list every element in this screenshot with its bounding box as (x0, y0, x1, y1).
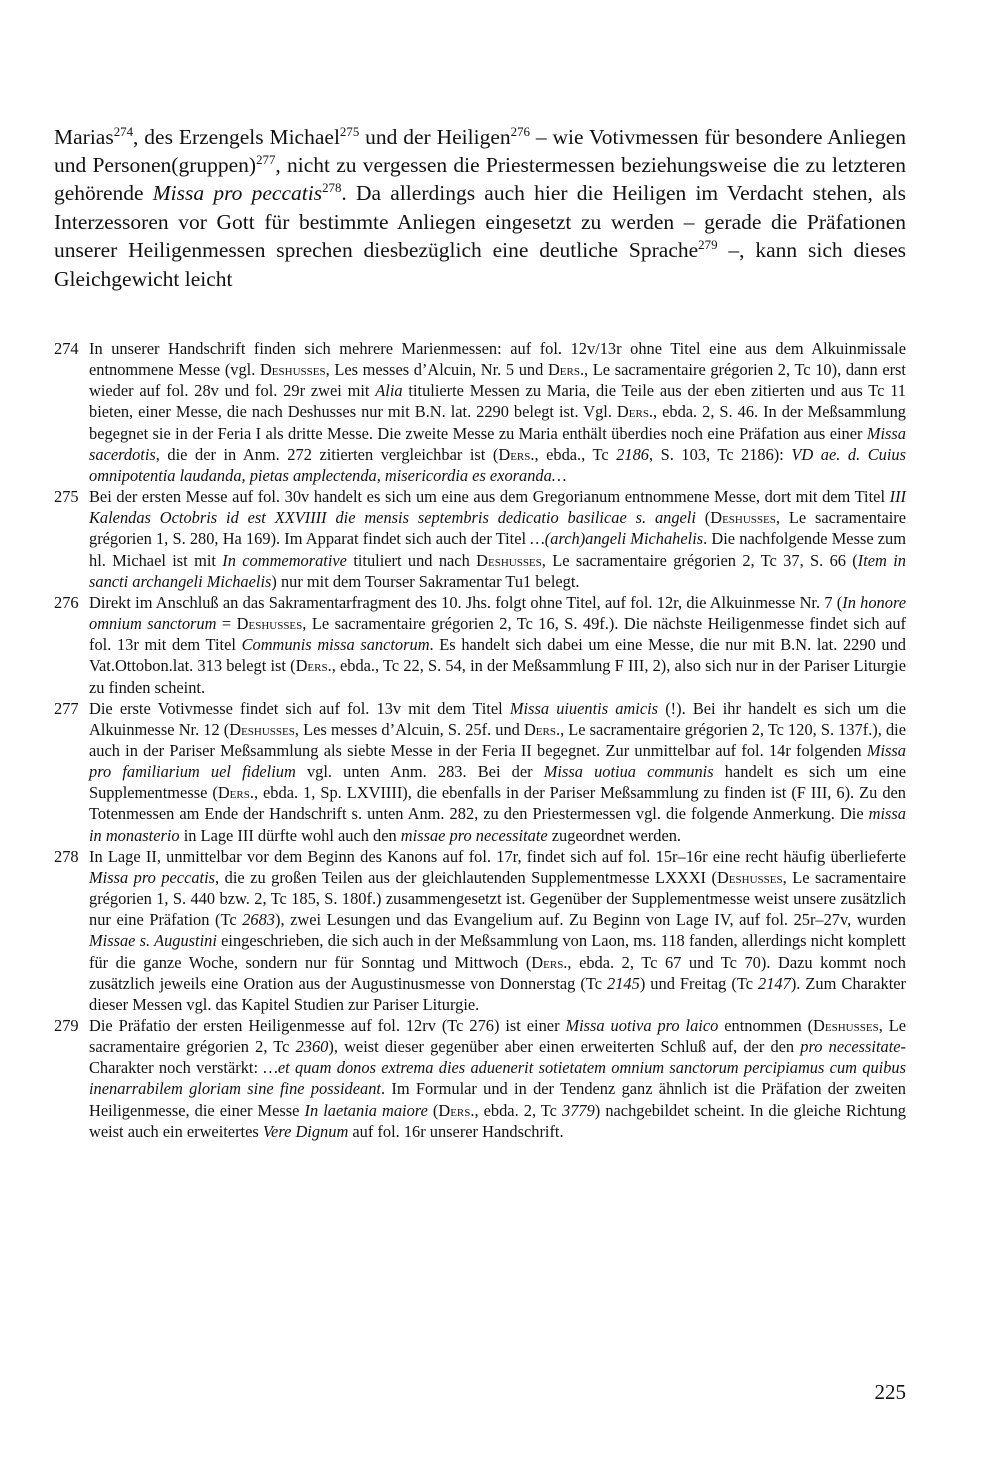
italic-text: Alia (375, 381, 403, 401)
footnote-number: 275 (54, 487, 79, 507)
footnote (54, 592, 906, 698)
footnote (54, 698, 906, 846)
author-name: Ders. (498, 444, 535, 464)
footnote-reference: 279 (698, 237, 718, 252)
italic-text: In commemorative (222, 550, 347, 570)
italic-text: Missa uotiva pro laico (565, 1016, 719, 1035)
footnote-number: 277 (54, 698, 79, 718)
footnote-list (54, 338, 906, 1142)
footnote-reference: 275 (339, 124, 360, 139)
italic-text: pro necessitate (800, 1037, 901, 1057)
italic-text: 2147 (758, 973, 791, 993)
footnote-text: Bei der ersten Messe auf fol. 30v handelt es sich um eine aus dem Gregorianum entnommene Messe, dort mit dem Titel III Kalendas Octobris id est XXVIIII die mensis septembris dedicatio basilicae s. angeli (Deshusses, Le sacramentaire grégorien 1, S. 280, Ha 169). Im Apparat findet sich auch der Titel …(arch)angeli Michahelis. Die nachfolgende Messe zum hl. Michael ist mit In commemorative tituliert und nach Deshusses, Le sacramentaire grégorien 2, Tc 37, S. 66 (Item in sancti archangeli Michaelis) nur mit dem Tourser Sakramentar Tu1 belegt. (89, 487, 907, 591)
author-name: Ders. (531, 952, 568, 972)
italic-text: III Kalendas Octobris id est XXVIIII die mensis septembris dedicatio basilicae s. angeli (89, 487, 906, 528)
italic-text: …(arch)angeli Michahelis (530, 529, 704, 549)
italic-text: Communis missa sanctorum (241, 635, 430, 655)
footnote-text: Direkt im Anschluß an das Sakramentarfragment des 10. Jhs. folgt ohne Titel, auf fol. 12r, die Alkuinmesse Nr. 7 (In honore omnium sanctorum = Deshusses, Le sacramentaire grégorien 2, Tc 16, S. 49f.). Die nächste Heiligenmesse findet sich auf fol. 13r mit dem Titel Communis missa sanctorum. Es handelt sich dabei um eine Messe, die nur mit B.N. lat. 2290 und Vat.Ottobon.lat. 313 belegt ist (Ders., ebda., Tc 22, S. 54, in der Meßsammlung F III, 2), also sich nur in der Pariser Liturgie zu finden scheint. (89, 592, 906, 697)
italic-text: Missa pro peccatis (89, 867, 216, 887)
footnote-reference: 278 (322, 181, 342, 196)
footnote-number: 276 (54, 592, 79, 612)
italic-text: Missa sacerdotis (89, 423, 906, 464)
italic-text: Missa pro familiarium uel fidelium (89, 740, 906, 782)
author-name: Deshusses (259, 360, 326, 380)
italic-text: 2186 (616, 444, 649, 464)
italic-text: 2683 (242, 910, 275, 930)
body-paragraph: Marias$^{274}$, des Erzengels Michael$^{275}$ und der Heiligen$^{276}$ – wie Votivmessen für besondere Anliegen und Personen(gruppen)$^{277}$, nicht zu vergessen die Priestermessen beziehungsweise die zu letzteren gehörende Missa pro peccatis$^{278}$. Da allerdings auch hier die Heiligen im Verdacht stehen, als Interzessoren vor Gott für bestimmte Anliegen eingesetzt zu werden – gerade die Präfationen unserer Heiligenmessen sprechen diesbezüglich eine deutliche Sprache$^{279}$ –, kann sich dieses Gleichgewicht leicht (54, 124, 907, 291)
author-name: Deshusses (710, 508, 776, 528)
footnote-reference: 277 (256, 152, 276, 167)
author-name: Ders. (295, 656, 332, 676)
author-name: Deshusses (476, 550, 542, 570)
author-name: Ders. (217, 783, 254, 803)
italic-text: Vere Dignum (262, 1121, 349, 1141)
footnote-number: 274 (54, 339, 79, 358)
italic-text: Missa pro peccatis (152, 181, 323, 206)
footnote-text: In Lage II, unmittelbar vor dem Beginn des Kanons auf fol. 17r, findet sich auf fol. 15r–16r eine recht häufig überlieferte Missa pro peccatis, die zu großen Teilen aus der gleichlautenden Supplementmesse LXXXI (Deshusses, Le sacramentaire grégorien 1, S. 440 bzw. 2, Tc 185, S. 180f.) zusammengesetzt ist. Gegenüber der Supplementmesse weist unsere zusätzlich nur eine Präfation (Tc 2683), zwei Lesungen und das Evangelium auf. Zu Beginn von Lage IV, auf fol. 25r–27v, wurden Missae s. Augustini eingeschrieben, die sich auch in der Meßsammlung von Laon, ms. 118 fanden, allerdings nicht komplett für die ganze Woche, sondern nur für Sonntag und Mittwoch (Ders., ebda. 2, Tc 67 und Tc 70). Dazu kommt noch zusätzlich jeweils eine Oration aus der Augustinusmesse von Donnerstag (Tc 2145) und Freitag (Tc 2147). Zum Charakter dieser Messen vgl. das Kapitel Studien zur Pariser Liturgie. (89, 846, 907, 1014)
author-name: Ders. (547, 360, 585, 380)
italic-text: VD ae. d. Cuius omnipotentia laudanda, pietas amplectenda, misericordia es exoranda… (89, 444, 906, 485)
italic-text: 3779 (562, 1100, 595, 1120)
italic-text: missa in monasterio (89, 804, 906, 845)
footnote (54, 1015, 906, 1142)
author-name: Deshusses (716, 867, 783, 887)
page-number: 225 (874, 1380, 906, 1404)
italic-text: missae pro necessitate (400, 825, 548, 845)
author-name: Ders. (616, 402, 654, 422)
author-name: Deshusses (813, 1016, 879, 1035)
italic-text: Missa uotiua communis (543, 762, 714, 782)
author-name: Deshusses (236, 614, 303, 634)
italic-text: In laetania maiore (304, 1100, 428, 1120)
footnote-number: 278 (54, 846, 79, 866)
italic-text: 2360 (295, 1037, 329, 1057)
italic-text: 2145 (607, 973, 640, 993)
footnote (54, 486, 906, 592)
author-name: Ders. (523, 719, 561, 739)
footnote-text: Die erste Votivmesse findet sich auf fol. 13v mit dem Titel Missa uiuentis amicis (!). Bei ihr handelt es sich um die Alkuinmesse Nr. 12 (Deshusses, Les messes d’Alcuin, S. 25f. und Ders., Le sacramentaire grégorien 2, Tc 120, S. 137f.), die auch in der Pariser Meßsammlung als siebte Messe in der Feria II begegnet. Zur unmittelbar auf fol. 14r folgenden Missa pro familiarium uel fidelium vgl. unten Anm. 283. Bei der Missa uotiua communis handelt es sich um eine Supplementmesse (Ders., ebda. 1, Sp. LXVIIII), die ebenfalls in der Pariser Meßsammlung zu finden ist (F III, 6). Zu den Totenmessen am Ende der Handschrift s. unten Anm. 282, zu den Priestermessen vgl. die folgende Anmerkung. Die missa in monasterio in Lage III dürfte wohl auch den missae pro necessitate zugeordnet werden. (89, 698, 906, 845)
footnote-text: Die Präfatio der ersten Heiligenmesse auf fol. 12rv (Tc 276) ist einer Missa uotiva pro laico entnommen (Deshusses, Le sacramentaire grégorien 2, Tc 2360), weist dieser gegenüber aber einen erweiterten Schluß auf, der den pro necessitate-Charakter noch verstärkt: …et quam donos extrema dies aduenerit sotietatem omnium sanctorum percipiamus cum quibus inenarrabilem gloriam sine fine possideant. Im Formular und in der Tendenz ganz ähnlich ist die Präfation der zweiten Heiligenmesse, die einer Messe In laetania maiore (Ders., ebda. 2, Tc 3779) nachgebildet scheint. In die gleiche Richtung weist auch ein erweitertes Vere Dignum auf fol. 16r unserer Handschrift. (89, 1016, 907, 1141)
italic-text: Missae s. Augustini (89, 931, 217, 951)
footnote-reference: 274 (113, 124, 134, 139)
footnote-reference: 276 (510, 124, 530, 139)
italic-text: Missa uiuentis amicis (509, 698, 659, 718)
author-name: Deshusses (229, 719, 295, 739)
italic-text: Item in sancti archangeli Michaelis (89, 550, 906, 591)
footnote (54, 846, 906, 1015)
footnote (54, 338, 906, 486)
italic-text: …et quam donos extrema dies aduenerit sotietatem omnium sanctorum percipiamus cum quibus inenarrabilem gloriam sine fine possideant (89, 1058, 907, 1099)
footnote-text: In unserer Handschrift finden sich mehrere Marienmessen: auf fol. 12v/13r ohne Titel eine aus dem Alkuinmissale entnommene Messe (vgl. Deshusses, Les messes d’Alcuin, Nr. 5 und Ders., Le sacramentaire grégorien 2, Tc 10), dann erst wieder auf fol. 28v und fol. 29r zwei mit Alia titulierte Messen zu Maria, die Teile aus der eben zitierten und aus Tc 11 bieten, einer Messe, die nach Deshusses nur mit B.N. lat. 2290 belegt ist. Vgl. Ders., ebda. 2, S. 46. In der Meßsammlung begegnet sie in der Feria I als dritte Messe. Die zweite Messe zu Maria enthält überdies noch eine Präfation aus einer Missa sacerdotis, die der in Anm. 272 zitierten vergleichbar ist (Ders., ebda., Tc 2186, S. 103, Tc 2186): VD ae. d. Cuius omnipotentia laudanda, pietas amplectenda, misericordia es exoranda… (89, 339, 906, 485)
author-name: Ders. (438, 1100, 475, 1120)
footnote-number: 279 (54, 1016, 79, 1035)
italic-text: In honore omnium sanctorum (89, 592, 906, 634)
